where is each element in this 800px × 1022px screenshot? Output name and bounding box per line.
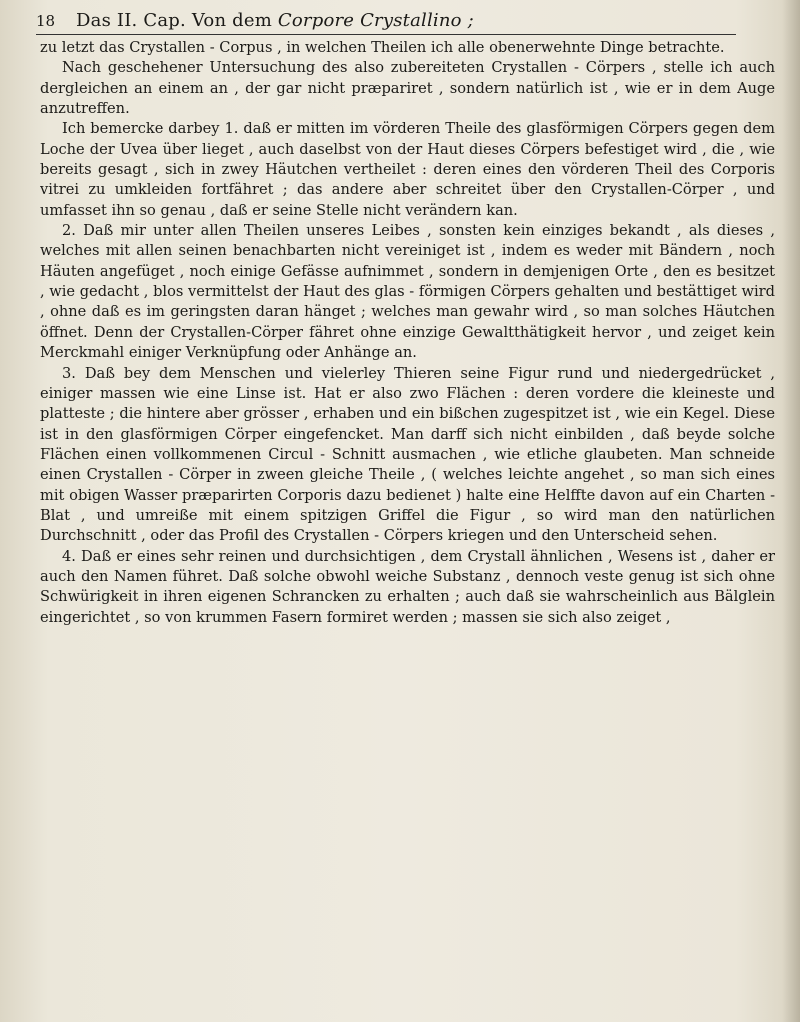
paragraph-point-3: 3. Daß bey dem Menschen und vielerley Thieren seine Figur rund und niedergedrücket , einiger massen wie eine Linse ist. Hat er also zwo Flächen : deren vordere die kleineste und platteste ; die hintere aber grösser , erhaben und ein bißchen zugespitzet ist , wie ein Kegel. Diese ist in den glasförmigen Cörper eingefencket. Man darff sich nicht einbilden , daß beyde solche Flächen einen vollkommenen Circul - Schnitt ausmachen , wie etliche glaubeten. Man schneide einen Crystallen - Cörper in zween gleiche Theile , ( welches leichte angehet , so man sich eines mit obigen Wasser præparirten Corporis dazu bedienet ) halte eine Helffte davon auf ein Charten - Blat , und umreiße mit einem spitzigen Griffel die Figur , so wird man den natürlichen Durchschnitt , oder das Profil des Crystallen - Cörpers kriegen und den Unterscheid sehen. (40, 364, 775, 545)
paragraph-intro: zu letzt das Crystallen - Corpus , in welchen Theilen ich alle obenerwehnte Dinge betrachte. (40, 39, 725, 56)
paragraph-examination: Nach geschehener Untersuchung des also zubereiteten Crystallen - Cörpers , stelle ich auch dergleichen an einem an , der gar nicht præpariret , sondern natürlich ist , wie er in dem Auge anzutreffen. (40, 59, 775, 118)
paragraph-point-2: 2. Daß mir unter allen Theilen unseres Leibes , sonsten kein einziges bekandt , als dieses , welches mit allen seinen benachbarten nicht vereiniget ist , indem es weder mit Bändern , noch Häuten angefüget , noch einige Gefässe aufnimmet , sondern in demjenigen Orte , den es besitzet , wie gedacht , blos vermittelst der Haut des glas - förmigen Cörpers gehalten und bestättiget wird , ohne daß es im geringsten daran hänget ; welches man gewahr wird , so man solches Häutchen öffnet. Denn der Crystallen-Cörper fähret ohne einzige Gewaltthätigkeit hervor , und zeiget kein Merckmahl einiger Verknüpfung oder Anhänge an. (40, 222, 775, 362)
page-gutter-shadow (782, 0, 800, 1022)
page-header (36, 10, 776, 36)
body-text (40, 38, 775, 1013)
paragraph-point-4: 4. Daß er eines sehr reinen und durchsichtigen , dem Crystall ähnlichen , Wesens ist , daher er auch den Namen führet. Daß solche obwohl weiche Substanz , dennoch veste genug ist sich ohne Schwürigkeit in ihren eigenen Schrancken zu erhalten ; auch daß sie wahrscheinlich aus Bälglein eingerichtet , so von krummen Fasern formiret werden ; massen sie sich also zeiget , (40, 547, 775, 626)
running-head-latin: Corpore Crystallino ; (277, 10, 474, 31)
running-head (76, 10, 776, 31)
header-rule (36, 34, 736, 35)
paragraph-point-1: Ich bemercke darbey 1. daß er mitten im vörderen Theile des glasförmigen Cörpers gegen dem Loche der Uvea über lieget , auch daselbst von der Haut dieses Cörpers befestiget wird , die , wie bereits gesagt , sich in zwey Häutchen vertheilet : deren eines den vörderen Theil des Corporis vitrei zu umkleiden fortfähret ; das andere aber schreitet über den Crystallen-Cörper , und umfasset ihn so genau , daß er seine Stelle nicht verändern kan. (40, 120, 775, 219)
page-number: 18 (36, 12, 56, 30)
running-head-text: Das II. Cap. Von dem (76, 10, 272, 31)
